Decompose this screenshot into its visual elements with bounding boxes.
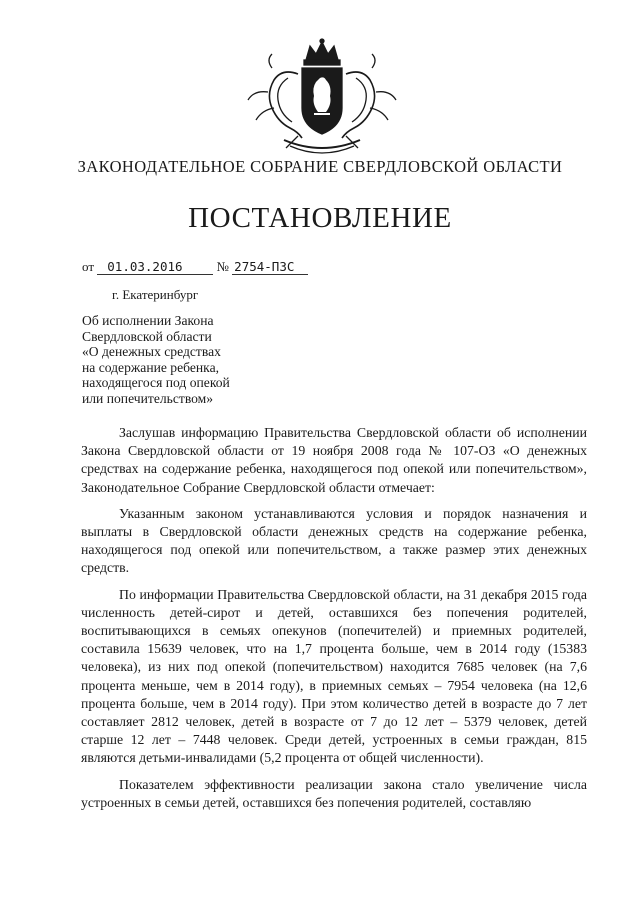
subject-line: находящегося под опекой bbox=[82, 375, 230, 391]
body-paragraph: По информации Правительства Свердловской области, на 31 декабря 2015 года численность детей-сирот и детей, оставшихся без попечения родителей, воспитывающихся в семьях опекунов (попечителей) и приемных родителей, составила 15639 человек, что на 1,7 процента больше, чем в 2014 году (15383 человека), из них под опекой (попечительством) находится 7685 человек (на 7,6 процента меньше, чем в 2014 году), в приемных семьях – 7954 человека (на 12,6 процента больше, чем в 2014 году). При этом количество детей в возрасте до 7 лет составляет 2812 человек, детей в возрасте от 7 до 12 лет – 5379 человек, детей старше 12 лет – 7448 человек. Среди детей, устроенных в семьи граждан, 815 являются детьми-инвалидами (5,2 процента от общей численности). bbox=[81, 586, 587, 766]
document-body bbox=[81, 424, 587, 820]
document-date: 01.03.2016 bbox=[97, 260, 213, 275]
sverdlovsk-coat-of-arms-icon bbox=[228, 38, 416, 160]
number-prefix: № bbox=[216, 259, 229, 274]
registration-line bbox=[82, 259, 308, 275]
city: г. Екатеринбург bbox=[112, 287, 199, 302]
document-subject bbox=[82, 313, 332, 407]
subject-line: на содержание ребенка, bbox=[82, 359, 220, 375]
document-type-heading: ПОСТАНОВЛЕНИЕ bbox=[188, 202, 452, 234]
body-paragraph: Заслушав информацию Правительства Свердловской области об исполнении Закона Свердловской области от 19 ноября 2008 года № 107-ОЗ «О денежных средствах на содержание ребенка, находящегося под опекой или попечительством», Законодательное Собрание Свердловской области отмечает: bbox=[81, 425, 587, 495]
subject-line: «О денежных средствах bbox=[82, 344, 221, 360]
subject-line: Свердловской области bbox=[82, 328, 212, 344]
document-number: 2754-ПЗС bbox=[232, 260, 308, 275]
body-paragraph: Указанным законом устанавливаются условия и порядок назначения и выплаты в Свердловской области денежных средств на содержание ребенка, находящегося под опекой или попечительством, а также размер этих денежных средств. bbox=[81, 505, 587, 576]
body-paragraph: Показателем эффективности реализации закона стало увеличение числа устроенных в семьи детей, оставшихся без попечения родителей, составляю bbox=[81, 776, 587, 810]
subject-line: или попечительством» bbox=[82, 390, 214, 406]
date-prefix: от bbox=[82, 259, 95, 274]
organization-title: ЗАКОНОДАТЕЛЬНОЕ СОБРАНИЕ СВЕРДЛОВСКОЙ ОБЛАСТИ bbox=[77, 157, 563, 176]
subject-line: Об исполнении Закона bbox=[82, 313, 214, 328]
